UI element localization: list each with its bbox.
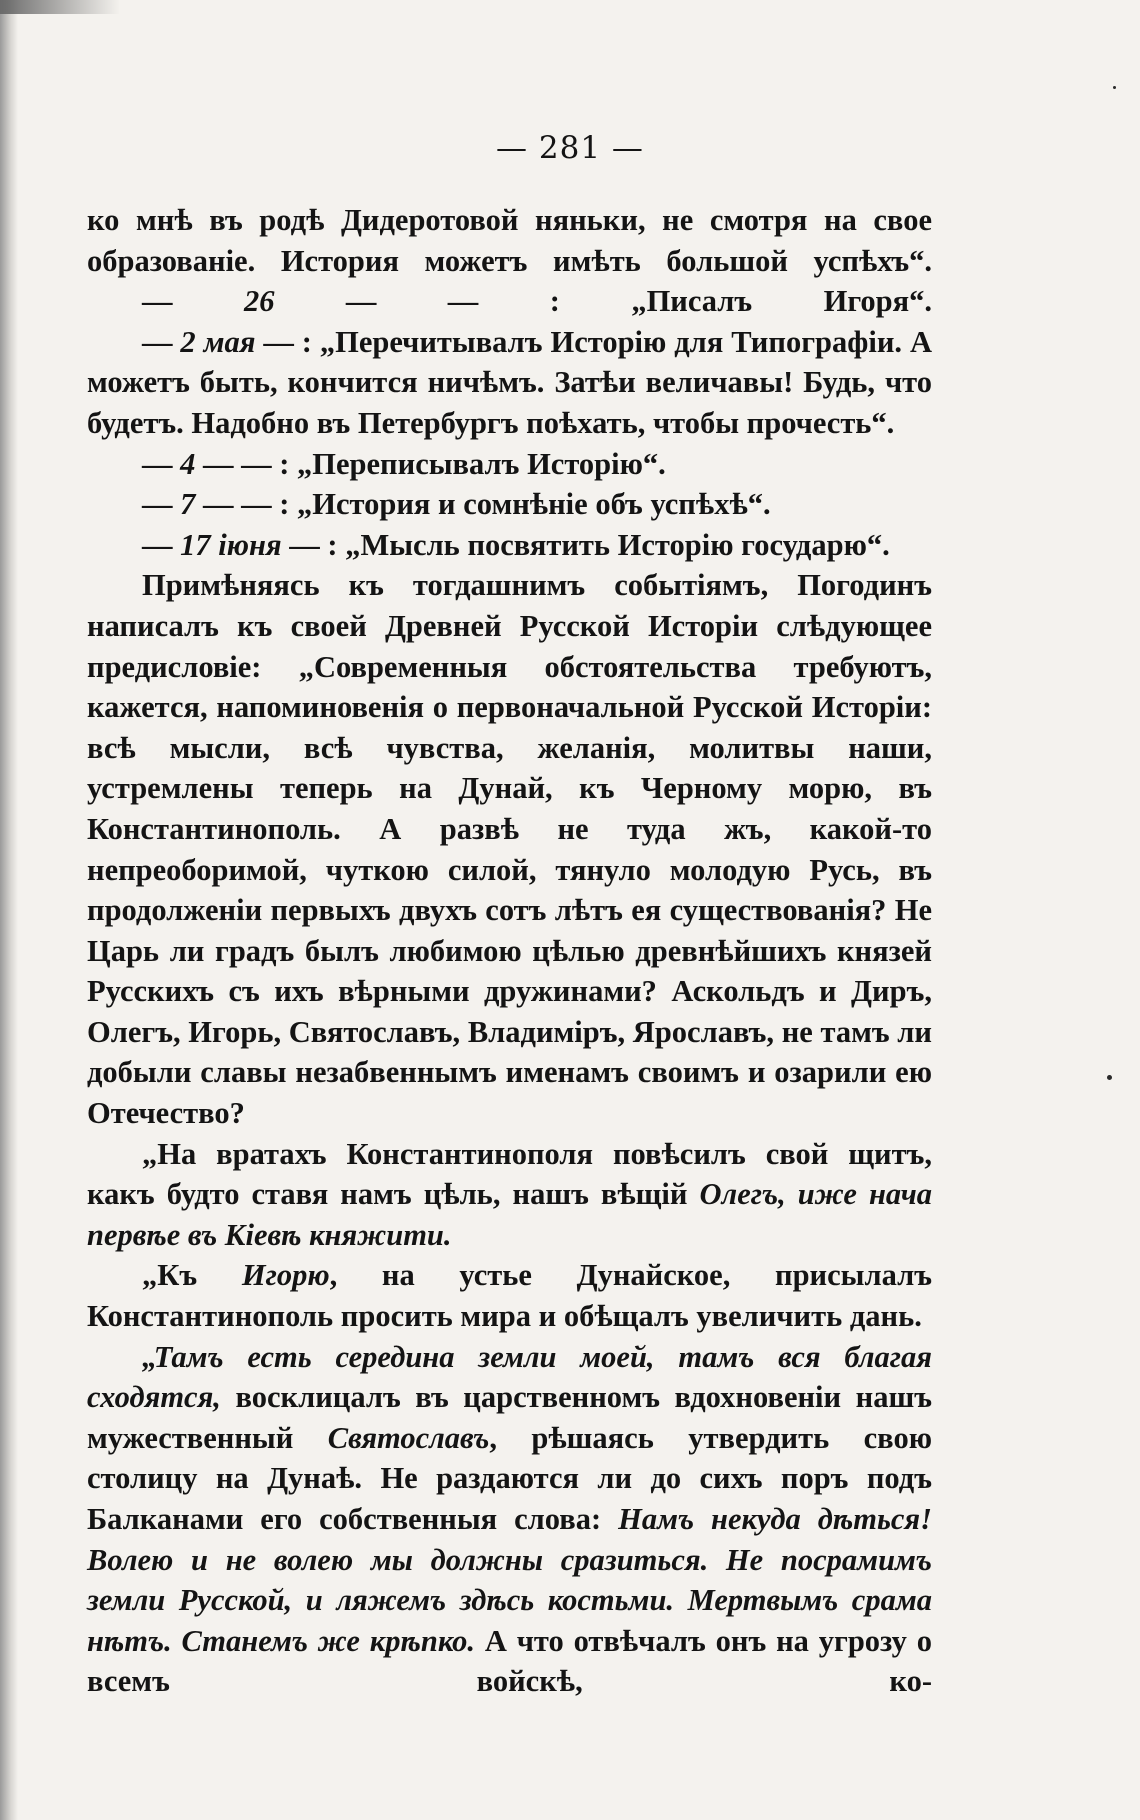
diary-entry: — 17 іюня — : „Мысль посвятить Исторію государю“.	[142, 527, 890, 562]
igor-open: „Къ	[142, 1258, 242, 1293]
diary-entry: — 4 — — : „Переписывалъ Исторію“.	[142, 446, 666, 481]
scan-speck	[1107, 1075, 1112, 1080]
svyatoslav-name: Святославъ	[327, 1420, 490, 1455]
diary-date: 26	[243, 284, 275, 319]
diary-text: „Мысль посвятить Исторію государю“.	[345, 527, 890, 562]
page-text	[87, 200, 932, 1702]
diary-intro: ко мнѣ въ родѣ Дидеротовой няньки, не смотря на свое образованіе. История можетъ имѣть большой успѣхъ“.	[87, 203, 932, 278]
diary-date: 4	[180, 446, 196, 481]
diary-entry: — 26 — — : „Писалъ Игоря“.	[142, 284, 933, 319]
igor-name: Игорю	[241, 1258, 330, 1293]
diary-sep: — — :	[203, 446, 290, 481]
diary-sep: — — :	[203, 487, 290, 522]
svyatoslav-quote: „Тамъ есть середина земли моей, тамъ вся благая сходятся,	[87, 1339, 932, 1415]
scan-edge-shadow	[0, 0, 18, 1820]
paragraph-svyatoslav	[87, 1337, 932, 1702]
diary-date: 17 іюня	[180, 527, 282, 562]
oleg-quote: Олегъ, иже нача первѣе въ Кіевѣ княжити.	[87, 1177, 932, 1252]
diary-text: „Писалъ Игоря“.	[631, 284, 933, 319]
diary-date: 2 мая	[180, 324, 256, 359]
diary-entry: — 2 мая — : „Перечитывалъ Исторію для Типографіи. А можетъ быть, кончится ничѣмъ. Затѣи величавы! Будь, что будетъ. Надобно въ Петербургъ поѣхать, чтобы прочесть“.	[87, 324, 932, 440]
diary-entry: — 7 — — : „История и сомнѣніе объ успѣхѣ“.	[142, 487, 771, 522]
svyatoslav-text-2: , рѣшаясь утвердить свою столицу на Дунаѣ. Не раздаются ли до сихъ поръ подъ Балканами его собственныя слова:	[87, 1420, 932, 1536]
diary-sep: — :	[289, 527, 338, 562]
diary-text: „История и сомнѣніе объ успѣхѣ“.	[297, 487, 771, 522]
igor-text: , на устье Дунайское, присылалъ Константинополь просить мира и обѣщалъ увеличить дань.	[87, 1258, 932, 1334]
diary-text: „Перечитывалъ Исторію для Типографіи. А можетъ быть, кончится ничѣмъ. Затѣи величавы! Будь, что будетъ. Надобно въ Петербургъ поѣхать, чтобы прочесть“.	[87, 324, 932, 440]
svyatoslav-text-1: восклицалъ въ царственномъ вдохновеніи нашъ мужественный	[87, 1380, 932, 1455]
scan-speck	[1113, 86, 1116, 89]
diary-text: „Переписывалъ Исторію“.	[297, 446, 666, 481]
svyatoslav-speech: Намъ некуда дѣться! Волею и не волею мы должны сразиться. Не посрамимъ земли Русской, и ляжемъ здѣсь костьми. Мертвымъ срама нѣтъ. Станемъ же крѣпко.	[87, 1502, 933, 1658]
diary-date: 7	[180, 487, 196, 522]
paragraph-igor	[87, 1255, 932, 1336]
diary-sep: — — :	[345, 284, 560, 319]
paragraph-oleg	[87, 1134, 932, 1256]
scan-corner-mark	[0, 0, 120, 14]
diary-sep: — :	[263, 324, 312, 359]
oleg-text: „На вратахъ Константинополя повѣсилъ свой щитъ, какъ будто ставя намъ цѣль, нашъ вѣщій	[87, 1136, 932, 1212]
paragraph-preface: Примѣняясь къ тогдашнимъ событіямъ, Погодинъ написалъ къ своей Древней Русской Исторіи слѣдующее предисловіе: „Современныя обстоятельства требуютъ, кажется, напоминовенія о первоначальной Русской Исторіи: всѣ мысли, всѣ чувства, желанія, молитвы наши, устремлены теперь на Дунай, къ Черному морю, въ Константинополь. А развѣ не туда жъ, какой-то непреоборимой, чуткою силой, тянуло молодую Русь, въ продолженіи первыхъ двухъ сотъ лѣтъ ея существованія? Не Царь ли градъ былъ любимою цѣлью древнѣйшихъ князей Русскихъ съ ихъ вѣрными дружинами? Аскольдъ и Диръ, Олегъ, Игорь, Святославъ, Владиміръ, Ярославъ, не тамъ ли добыли славы незабвеннымъ именамъ своимъ и озарили ею Отечество?	[87, 568, 932, 1131]
svyatoslav-text-3: А что отвѣчалъ онъ на угрозу о всемъ войскѣ, ко-	[87, 1623, 932, 1699]
page-number: — 281 —	[496, 130, 644, 166]
